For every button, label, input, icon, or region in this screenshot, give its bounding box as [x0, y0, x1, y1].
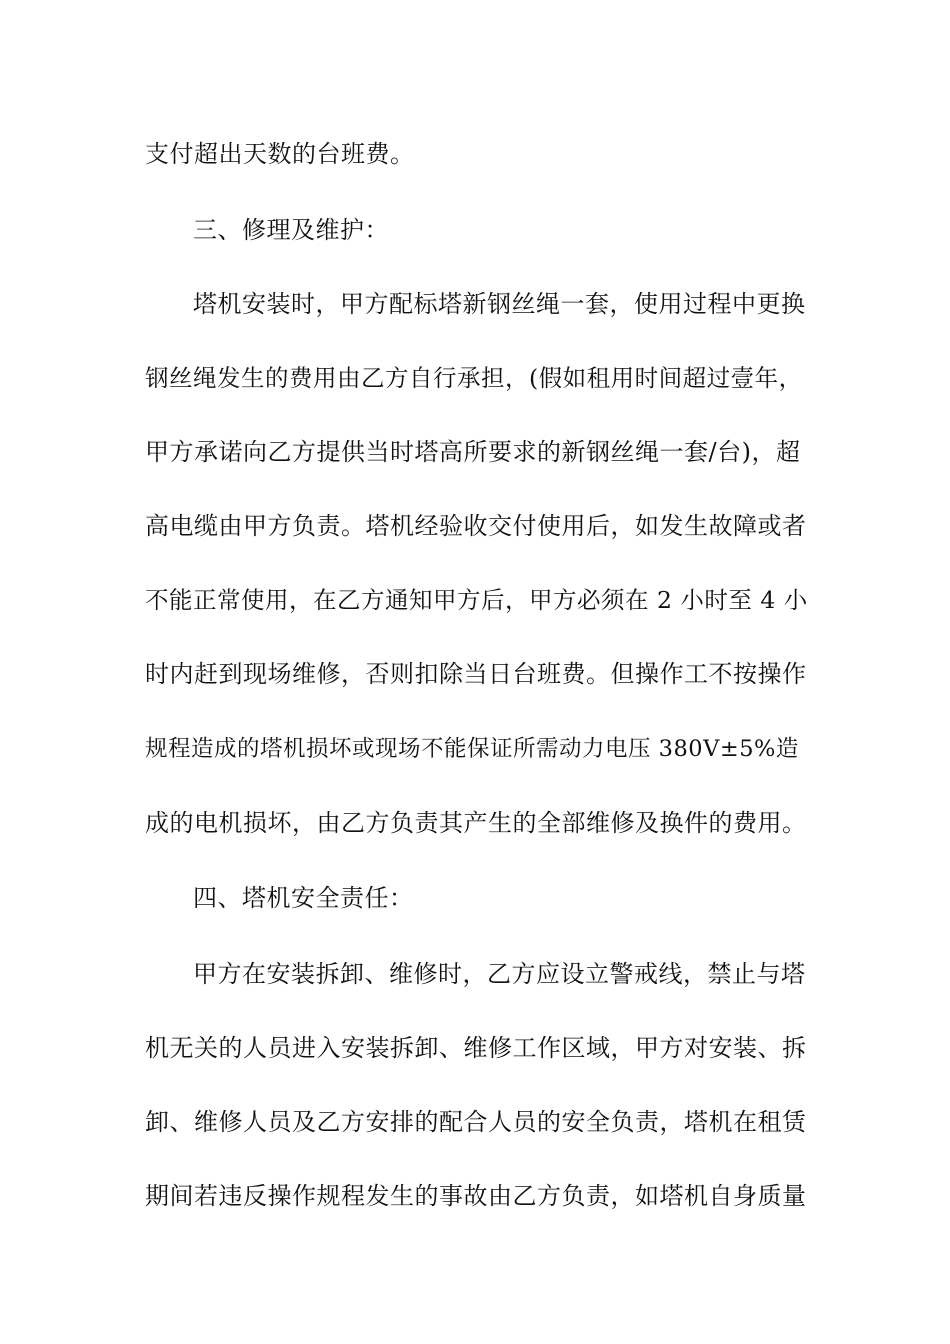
text-line-1: 支付超出天数的台班费。	[145, 140, 415, 168]
section-heading-3: 三、修理及维护：	[193, 216, 389, 244]
text-line-4: 钢丝绳发生的费用由乙方自行承担，(假如租用时间超过壹年，	[145, 364, 803, 392]
text-line-13: 机无关的人员进入安装拆卸、维修工作区域，甲方对安装、拆	[145, 1034, 807, 1062]
text-line-8: 时内赶到现场维修，否则扣除当日台班费。但操作工不按操作	[145, 660, 807, 688]
text-line-6: 高电缆由甲方负责。塔机经验收交付使用后，如发生故障或者	[145, 512, 807, 540]
text-line-7: 不能正常使用，在乙方通知甲方后，甲方必须在 2 小时至 4 小	[145, 586, 808, 614]
section-heading-4: 四、塔机安全责任：	[193, 884, 414, 912]
text-line-5: 甲方承诺向乙方提供当时塔高所要求的新钢丝绳一套/台)，超	[145, 438, 801, 466]
text-line-9: 规程造成的塔机损坏或现场不能保证所需动力电压 380V±5%造	[145, 736, 799, 762]
text-line-12: 甲方在安装拆卸、维修时，乙方应设立警戒线，禁止与塔	[193, 960, 806, 988]
text-line-14: 卸、维修人员及乙方安排的配合人员的安全负责，塔机在租赁	[145, 1108, 807, 1136]
text-line-15: 期间若违反操作规程发生的事故由乙方负责，如塔机自身质量	[145, 1182, 807, 1210]
text-line-10: 成的电机损坏，由乙方负责其产生的全部维修及换件的费用。	[145, 809, 807, 837]
text-line-3: 塔机安装时，甲方配标塔新钢丝绳一套，使用过程中更换	[193, 290, 806, 318]
